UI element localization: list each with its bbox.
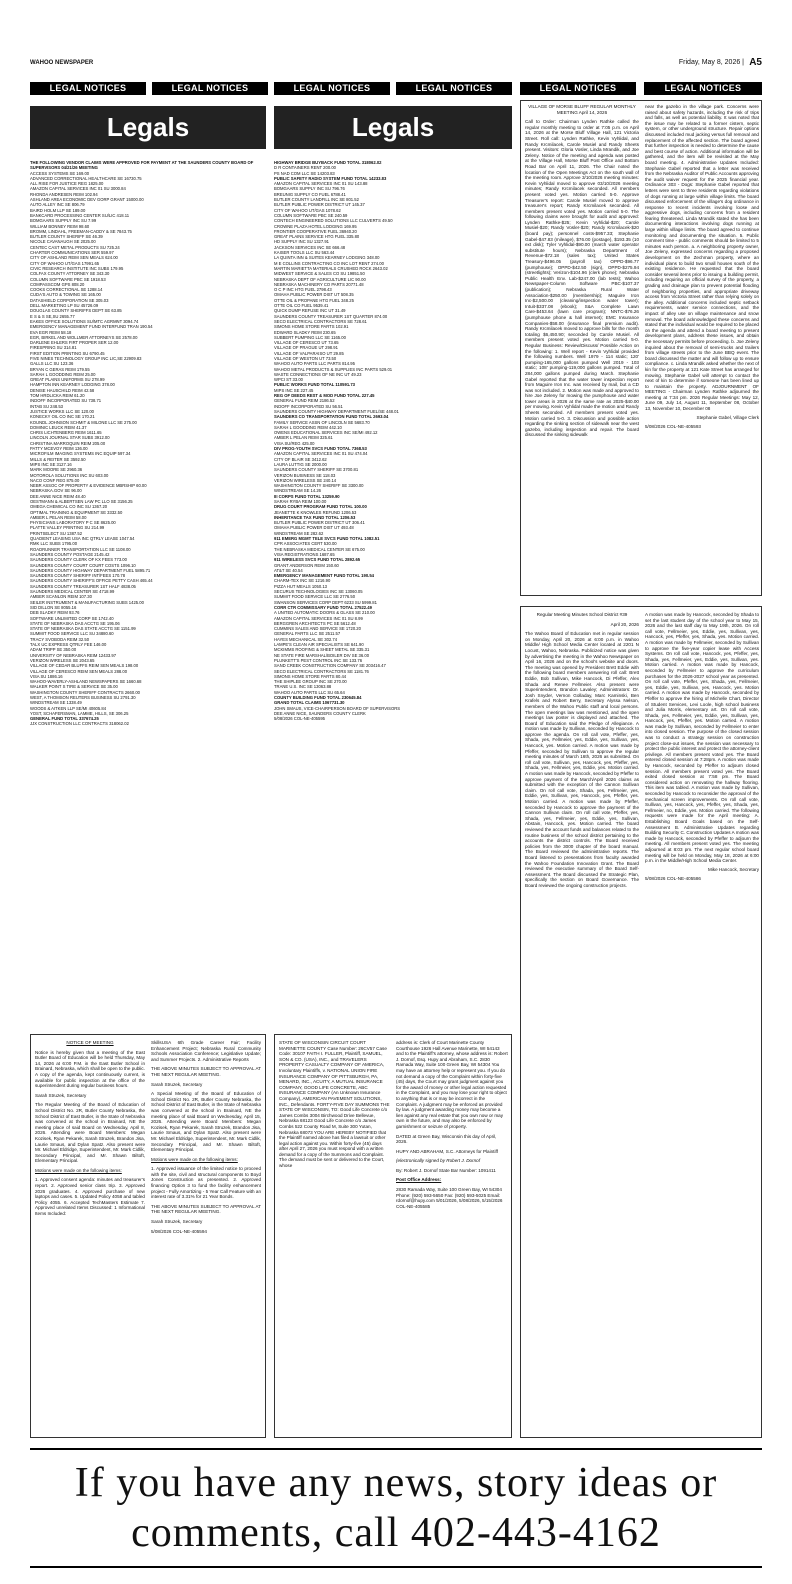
claim-line: SARAH L GOODDING REIM 442.10 xyxy=(274,424,342,430)
claim-line: DRUG COURT PROGRAM FUND TOTAL 100.00 xyxy=(274,504,367,510)
claim-line: GENERAL PARTS LLC SE 2511.57 xyxy=(274,631,341,637)
claim-line: SIMONS HOME STORE PARTS 80.44 xyxy=(274,673,347,679)
claim-line: WPCI ST 33.00 xyxy=(274,377,304,383)
claim-line: III CORPS FUND TOTAL 13259.90 xyxy=(274,493,340,499)
claim-line: MARK MOORE SE 2960.36 xyxy=(30,467,83,473)
village-minutes-text: near the gazebo in the village park. Concerns were raised about safety hazards, including the risk of trips and falls, as well as potential liability. It was noted that the issue may be related to a former cistern, septic system, or other underground structure. Repair options discussed included mud jacking versus full removal and replacement of the affected section. The board agreed that further inspection is needed to determine the cause and best course of action. Additional information will be gathered, and the item will be revisited at the May board meeting. 4. Administrative Updates Included: Stephanie Gabel reported that a letter was received from the Nebraska Auditor of Public Accounts approving the audit waiver request for the 2025 financial year. Ordinance 303 - Dogs: Stephanie Gabel reported that letters were sent to three residents regarding violations of dogs running at large within village limits. The board discussed enforcement of the village's dog ordinance in response to recent incidents involving loose and aggressive dogs, including concerns from a resident fearing threatened. Linda Mrandik stated she has been documenting interactions involving dogs running at large within village limits. The board agreed to continue monitoring and documenting the situation. 5. Public comment time - public comments should be limited to 5 minutes each person. a. A neighboring property owner, Joe Zeleny, expressed concerns regarding a proposed development on the Zechman property, where an individual plans to build two small houses south of the existing residence. He requested that the board consider several items prior to issuing a building permit, including requiring an official survey of the property, a grading and drainage plan to prevent potential flooding of neighboring properties, and appropriate driveway access from Victoria Street rather than relying solely on the alley. Additional concerns included septic setback requirements, water service connections, and the impact of alley use on village maintenance and snow removal. The board acknowledged these concerns and stated that the individual would be required to be placed on the agenda and attend a board meeting to present development plans, address these issues, and obtain the necessary permits before proceeding. b. Joe Zeleny inquired about the removal of semi-trucks and trailers from village streets prior to the June BBQ event. The board discussed the matter and will follow up to ensure compliance. c. Linda Mrandik asked whether the next of kin for the property at 121 Kate Street has arranged for mowing. Stephanie Gabel will attempt to contact the next of kin to determine if someone has been lined up to maintain the property. ADJOURNMENT OF MEETING - Chairman Lynden Rathke adjourned the meeting at 7:34 pm. 2026 Regular Meetings: May 12, June 09, July 14, August 11, September 08, October 13, November 10, December 08 xyxy=(645,104,759,412)
claim-line: WINDSTREAM SE 282.62 xyxy=(274,530,324,536)
claim-line: PATTY MCEVOY REIM 136.00 xyxy=(30,446,88,452)
claim-line: MIPS INC SE 3127.16 xyxy=(30,461,72,467)
post-office-address: 2830 Ramada Way, Suite 100 Green Bay, WI 54304 Phone: (920) 593-5650 Fax: (920) 593-5025 Email: rdornof@hupy.com 5/01/2026, 5/08/2026, 5/15/2026 COL-NE-405585 xyxy=(396,1187,503,1209)
claim-line: PLUNKETT'S PEST CONTROL INC SE 133.76 xyxy=(274,657,363,663)
claim-line: SECO ELECTRICAL CONTRACTORS SE 728.61 xyxy=(274,318,367,324)
claim-line: BUTLER PUBLIC POWER DISTRICT UT 306.41 xyxy=(274,520,365,526)
claim-line: CORR CTR COMMISSARY FUND TOTAL 27522.49 xyxy=(274,604,372,610)
claim-line: PUBLIC SAFETY RADIO SYSTEM FUND TOTAL 14233.83 xyxy=(274,175,387,181)
legals-banner: Legals xyxy=(30,106,266,149)
claim-line: CHRIS LICHTENBERG REIM 1611.65 xyxy=(30,430,102,436)
claim-line: JACKSON SERVICES INC SE 666.48 xyxy=(274,244,346,250)
claim-line: MILLS & REITER SE 3592.50 xyxy=(30,456,86,462)
claim-line: SWANSON SERVICES CORP DEPT 6233 SU 5999.81 xyxy=(274,599,377,605)
claim-line: ACCESS SYSTEMS SE 169.00 xyxy=(30,170,90,176)
claim-line: WINDSTREAM SE 14.26 xyxy=(274,488,322,494)
claim-line: SARAH RYBA REIM 100.00 xyxy=(274,499,327,504)
claim-line: MIDWEST SERVICE & SALES CO SU 19851.50 xyxy=(274,271,365,277)
claim-line: WEST, A THOMSON REUTERS BUSINESS SU 2791.30 xyxy=(30,694,136,700)
claim-line: BUTLER COUNTY LANDFILL INC SE 801.52 xyxy=(274,197,359,203)
claim-line: BERGGREN ARCHITECTS PC SE 5612.48 xyxy=(274,620,356,626)
claim-line: JJX CONSTRUCTION LLC CONTRACTS 318062.02 xyxy=(30,721,129,727)
claim-line: BANKCARD PROCESSING CENTER SU/LIC 418.11 xyxy=(30,212,130,218)
claim-line: KOUNDL JOHNSON SCHMIT & MILONE LLC SE 275.00 xyxy=(30,419,137,425)
claim-line: OPTIMAL TRAINING & EQUIPMENT SE 3332.50 xyxy=(30,509,123,515)
claim-line: BRYAN C GERAS REIM 179.55 xyxy=(30,366,90,372)
claim-line: BAIRD HOLM LLP SE 189.00 xyxy=(30,207,86,213)
claim-line: ADAM TRIPP SE 350.00 xyxy=(30,647,77,653)
notice-code: 5/08/2026 COL-NE-405594 xyxy=(151,1228,207,1234)
claim-line: GRAND TOTAL CLAIMS 1067731.30 xyxy=(274,700,345,706)
legal-notices-bar: LEGAL NOTICES xyxy=(30,82,146,95)
legal-notices-bar: LEGAL NOTICES xyxy=(152,82,268,95)
claim-line: SAUNDERS COUNTY HIGHWAY DEPARTMENT FUEL/SE 448.01 xyxy=(274,408,399,414)
claim-line: WAHOO AUTO PARTS LLC SU 65.64 xyxy=(274,689,345,695)
claim-line: VERIZON WIRELESS SE 2043.65 xyxy=(30,657,95,663)
claim-line: AUTO ALLEY INC SE 806.79 xyxy=(30,202,85,208)
claim-line: AMAZON CAPITAL SERVICES INC 01 SU 8.99 xyxy=(274,615,363,621)
claim-line: CPR ASSOCIATES CERT 530.00 xyxy=(274,541,337,547)
newspaper-name: WAHOO NEWSPAPER xyxy=(30,60,94,66)
claim-line: INHERITANCE TAX FUND TOTAL 1206.53 xyxy=(274,514,356,520)
claim-line: NICOLE CAVANAUGH SE 2025.00 xyxy=(30,239,96,245)
claim-line: CITY OF WAHOO UT/GAS 1078.62 xyxy=(274,207,341,213)
claim-line: PRINTSELECT SU 1387.52 xyxy=(30,530,83,536)
claim-line: CONTECH ENGINEERED SOLUTIONS LLC CULVERTS 49.50 xyxy=(274,218,393,224)
claim-line: DEE ANNE NICE REIM 48.40 xyxy=(30,493,86,499)
claim-line: FIRST EDITION PRINTING SU 6790.45 xyxy=(30,350,105,356)
claim-line: WAHOO AUTO PARTS LLC PARTS 814.95 xyxy=(274,361,355,367)
claim-line: TOM HRDLICKA REIM 61.20 xyxy=(30,393,85,399)
claim-line: SAUNDERS CO TRANSPORTATION FUND TOTAL 2693.04 xyxy=(274,414,389,420)
claim-line: OTTE OIL CO FUEL 9539.41 xyxy=(274,303,329,309)
claim-line: CIVIC RESEARCH INSTITUTE INC SUBS 179.95 xyxy=(30,265,124,271)
claim-line: BUTLER COUNTY SHERIFF SE 46.39 xyxy=(30,234,103,240)
claim-line: OMAHA PUBLIC POWER DIST UT 493.48 xyxy=(274,525,354,531)
summons-text: STATE OF WISCONSIN CIRCUIT COURT MARINETTE COUNTY Case Number: 26CV57 Case Code: 30107 FAITH I. FULLER, Plaintiff, SAMUEL, SON & CO. (USA), INC., and TRAVELERS PROPERTY CASUALTY COMPANY OF AMERICA, Involuntary Plaintiffs, v. NATIONAL UNION FIRE INSURANCE COMPANY OF PITTSBURGH, PA, MENARD, INC., ACUITY, A MUTUAL INSURANCE COMPANY, GOOD LIFE CONCRETE, ABC INSURANCE COMPANY (An Unknown Insurance Company), AMERICAN PAVEMENT SOLUTIONS, INC., Defendants. FORTY-FIVE DAY SUMMONS THE STATE OF WISCONSIN, TO: Good Life Concrete c/o James Combs 3004 Birchwood Drive Bellevue, Nebraska 68123 Good Life Concrete c/o James Combs 522 County Road M, Suite 300 Yutan, Nebraska 68073 YOU ARE HEREBY NOTIFIED that the Plaintiff named above has filed a lawsuit or other legal action against you. Within forty-five (45) days after April 27, 2026 you must respond with a written demand for a copy of the Summons and Complaint. The demand must be sent or delivered to the Court, whose xyxy=(279,1040,390,1169)
claim-line: MCKIMMS ROOFING & SHEET METAL SE 335.31 xyxy=(274,647,370,653)
claims-list xyxy=(274,160,512,721)
claim-line: FIVE NINES TECHNOLOGY GROUP INC LIC,SE 22909.83 xyxy=(30,355,142,361)
claim-line: NE STATE FIRE MARSHAL/BOILER DIV SE 36.00 xyxy=(274,652,370,658)
claim-line: NEBRASKA MACHINERY CO PARTS 20771.48 xyxy=(274,281,364,287)
claim-line: RHONDA ANDRESEN REIM 102.94 xyxy=(30,191,98,197)
claim-line: INTAB SU 248.53 xyxy=(30,403,63,409)
meeting-notice-signature: Sarah Struzek, Secretary xyxy=(35,1092,87,1098)
claim-line: DARLENE EHLERS FIRT PROPER SER 12.00 xyxy=(30,340,119,346)
secretary-signature: Sarah Struzek, Secretary xyxy=(151,1219,203,1225)
claim-line: COLFAX COUNTY ATTORNEY SE 343.30 xyxy=(30,271,110,277)
claim-line: NEBR ASSOC OF PROPERTY & EVIDENCE MBRSHIP 60.00 xyxy=(30,483,147,489)
claim-line: MICROFILM IMAGING SYSTEMS INC EQUIP 597.34 xyxy=(30,451,131,457)
claim-line: WAHOO METAL PRODUCTS & SUPPLIES INC PARTS 529.01 xyxy=(274,366,393,372)
claims-header: THE FOLLOWING VENDOR CLAIMS WERE APPROVED FOR PAYMENT AT THE SAUNDERS COUNTY BOARD OF SUPERVISORS 04/21/26 MEETING xyxy=(30,160,254,171)
claim-line: JUSTICE WORKS LLC SE 120.00 xyxy=(30,408,94,414)
village-minutes-col2 xyxy=(645,104,759,592)
secretary-signature: Sarah Struzek, Secretary xyxy=(151,1081,203,1087)
claim-line: INDOFF INCORPORATED SU 56.51 xyxy=(274,403,343,409)
claim-line: PIZZA HUT MEALS 1050.13 xyxy=(274,583,327,589)
school-minutes-title: Regular Meeting Minutes School District #39 xyxy=(536,612,628,617)
legal-notices-bar: LEGAL NOTICES xyxy=(644,82,762,95)
ad-line-2: comments, call 402-443-4162 xyxy=(131,1510,661,1556)
approval-note: THE ABOVE MINUTES SUBJECT TO APPROVAL AT THE NEXT REGULAR MEETING. xyxy=(151,1066,261,1077)
legal-notices-bar: LEGAL NOTICES xyxy=(520,82,636,95)
claim-line: AMBER SCANLON REIM 107.30 xyxy=(30,594,92,600)
village-notice-code: 5/08/2026 COL-NE-405593 xyxy=(645,424,701,430)
special-meeting-minutes: A Special Meeting of the Board of Education of School District No. 2R, Butler County Nebraska, the School District of East Butler, in the State of Nebraska was convened at the school in Brainard, NE the meeting place of said Board on Wednesday, April 15, 2026. Attending were Board Members: Megan Kozisek, Ryan Pekarek, Sarah Struzek, Brandon Jisa, Laurie Smaus, and Dylan Spatz. Also present were Mr. Michael Eldridge, Superintendent, Mr. Mark Cidlik, Secondary Principal, and Mr. Shawn Biltoft, Elementary Principal. xyxy=(151,1091,261,1153)
claim-line: SUMMIT FOOD SERVICE LLC SE 2776.50 xyxy=(274,594,356,600)
claim-line: BREUNIG SUPPLY CO FUEL 6788.41 xyxy=(274,191,346,197)
court-summons-col1 xyxy=(279,1040,391,1434)
claim-line: NEBRASKA.GOV SE 96.00 xyxy=(30,488,82,494)
claim-line: ASHLAND AREA ECONOMIC DEV GORP GRANT 15000.00 xyxy=(30,197,144,203)
claim-line: WAHOO-WAVERLY-ASHLAND NEWSPAPERS SE 1660.68 xyxy=(30,679,142,685)
claim-line: A UNITED AUTOMATIC DOORS & GLASS SE 210.00 xyxy=(274,610,375,616)
claim-line: VERIZON BUSINESS SE 118.03 xyxy=(274,472,336,478)
claim-line: OWENS EDUCATIONAL SERVICES INC SE/MI 492.12 xyxy=(274,430,378,436)
claim-line: ROADRUNNER TRANSPORTATION LLC SE 1108.00 xyxy=(30,546,131,552)
school-minutes-text: The Wahoo Board of Education met in regular session on Monday, April 20, 2026 at 6:00 p.m. in Wahoo Middle/ High School Media Center located at 2201 N Locust, Wahoo, Nebraska. Publicized notice was given by advertising the meeting in the Wahoo Newspaper on April 16, 2026 and on the school's website and doors. The meeting was opened by President Brett Eddie with the following board members answering roll call: Brett Eddie, Bob Sullivan, Mike Hancock, Di Pfeffer, Alex Shada and Renee Fellmeier. Also present were Superintendent, Brandon Lavaley; Administrators: Dr. Josh Snyder, Vernon Golladay, Marc Kaminski, Ben Krafels and Robert Berry, Secretary Alyssa Nelson, members of the Wahoo Public staff and local persons. The open meetings law was mentioned, and the open meetings law poster is displayed and attached. The Board of Education said the Pledge of Allegiance. A motion was made by Sullivan, seconded by Hancock to approve the agenda. On roll call vote, Pfeffer, yes, Shada, yes, Fellmeier, yes, Eddie, yes, Sullivan, yes, Hancock, yes. Motion carried. A motion was made by Pfeffer, seconded by Sullivan to approve the regular meeting minutes of March 16th, 2026 as submitted. On roll call vote, Sullivan, yes, Hancock, yes, Pfeffer, yes, Shada, yes, Fellmeier, yes, Eddie, yes. Motion carried. A motion was made by Hancock, seconded by Pfeffer to approve payment of the March/April 2026 claims as submitted with the exception of the Cannon Sullivan claim. On roll call vote, Shada, yes, Fellmeier, yes, Eddie, yes, Sullivan, yes, Hancock, yes, Pfeffer, yes. Motion carried. A motion was made by Pfeffer, seconded by Hancock to approve the payment of the Cannon Sullivan claim. On roll call vote, Pfeffer, yes, Shada, yes, Fellmeier, yes, Eddie, yes, Sullivan, Abstain, Hancock, yes. Motion carried. The board reviewed the account funds and balances related to the routine business of the school district pertaining to the accounts the district controls. The Board received policies from the 3000 chapter of the board manual. The Board reviewed the administrative reports. The Board listened to presentations from faculty awarded the Wahoo Foundation Innovation Grant. The Board reviewed the executive summary of the Board Self-Assessment. The Board discussed the Strategic Plan, specifically the section on Board Governance. The Board reviewed the ongoing construction projects. xyxy=(525,631,639,888)
claim-line: E S & S SE,SU 2655.77 xyxy=(30,313,75,319)
claim-line: AT&T SE 40.54 xyxy=(274,567,303,573)
claim-line: EAKES OFFICE SOLUTIONS SU/MTC AGRMNT 3094.74 xyxy=(30,318,139,324)
claim-line: STATE OF NEBRASKA DAS STATE ACCTG SE 1151.99 xyxy=(30,626,136,632)
claim-line: SECO ELECTRICAL CONTRACTORS SE 1181.76 xyxy=(274,668,369,674)
claim-line: SAUNDERS COUNTY COURT COURT COSTS 1096.10 xyxy=(30,562,136,568)
village-minutes-text: Call to Order: Chairman Lynden Rathke called the regular monthly meeting to order at 7:05 p.m. on April 14, 2026 at the Morse Bluff Village Hall, 121 Victoria Street. Roll call: Lynden Rathke, Kevin Vyhlidal, and Randy Krcmilacek, Carole Musiel and Randy Sheets present. Visitors: Gloria Vosler, Linda Mrandik, and Joe Zeleny. Notice of the meeting and agenda was posted at the Village Hall, Morse Bluff Post Office and Bottom Road Bar on April 11, 2026. The Chair noted the location of the Open Meetings Act on the south wall of the meeting room. Approve 3/10/2026 meeting minutes: Kevin Vyhlidal moved to approve 03/10/2026 meeting minutes; Randy Krcmilacek seconded. All members present voted yes. Motion carried 5-0. Approve Treasurer's report: Carole Musiel moved to approve treasurer's report; Randy Krcmilacek seconded. All members present voted yes. Motion carried 5-0. The following claims were brought for audit and approved: Lynden Rathke-$25; Kevin Vyhlidal-$20; Carole Musiel-$20; Randy Vosler-$20; Randy Krcmilacek-$20 (board pay); personnel costs-$957.33; Stephanie Gabel-$47.83 (mileage), $76.00 (postage), $193.35 (10 ext disk); Tyler Vyhlidal-$90.00 (march water operator substitute hours); Nebraska Department of Revenue-$72.18 (sales tax); United States Treasury-$496.05 (payroll tax) OPPD-$96.77 (pumphouse); OPPD-$42.50 (sign), OPPD-$275.94 (streetlights); Verizon-$104.96 (clerk phone); Nebraska Public Health Env. Lab-$247.00 (lab tests); Wahoo Newspaper-Column Software PBC-$107.37 (publication); Nebraska Rural Water Association-$250.00 (membership); Maguire Iron Inc-$2,500.00 (cleaning/inspection water tower); Intuit-$337.08 (ebook); S&A Complete Lawn Care-$453.64 (lawn care program); NNTC-$76.26 (pumphouse phone & hall internet); EMC Insurance Companies-$58.00 (insurance final premium audit). Randy Krcmilacek moved to approve bills for the month totaling $6,450.90; seconded by Carole Musiel. All members present voted yes. Motion carried 5-0. Regular Business: Review/Discuss/ Possible Action on the following: 1. Well report - Kevin Vyhlidal provided the following numbers. Well 1979 - 114 static; 120' pumping-165,000 gallons pumped Well 2019 - 103 static; 108' pumping-119,000 gallons pumped. Total of 284,000 gallons pumped during March. Stephanie Gabel reported that the water tower inspection report from Maguire Iron Inc. was received by mail, but a CD was not included. 2. Motion was made and approved to hire Joe Zeleny for mowing the pumphouse and water tower areas in 2026 at the same rate as 2025-$40.00 per mowing. Kevin Vyhlidal made the motion and Randy Sheets seconded. All members present voted yes. Motion carried 5-0. 3. Discussion and possible action regarding the sinking section of sidewalk near the west gazebo, including inspection and repair. The board discussed the sinking sidewalk xyxy=(525,119,639,438)
page-number: A5 xyxy=(749,57,762,68)
claim-line: SAUNDERS COUNTY SHERIFF INT/FEES 170.78 xyxy=(30,573,126,579)
claim-line: SAUNDERS COUNTY HIGHWAY DEPARTMENT FUEL 5895.71 xyxy=(30,567,151,573)
claim-line: DENISE HAUSCHILD REIM 42.58 xyxy=(30,387,95,393)
claim-line: KONECKY OIL CO INC SE 170.21 xyxy=(30,414,95,420)
approval-note: THE ABOVE MINUTES SUBJECT TO APPROVAL AT THE NEXT REGULAR MEETING. xyxy=(151,1203,261,1215)
claim-line: HAYES MECHANICAL SE 302.74 xyxy=(274,636,338,642)
court-summons-col2 xyxy=(396,1040,508,1434)
legals-banner: Legals xyxy=(274,106,512,149)
claim-line: JOHN SMAUS, VICE-CHAIRPERSON BOARD OF SUPERVISORS xyxy=(274,705,401,711)
masthead xyxy=(30,56,762,74)
claim-line: JEANETTE K KNOWLES REFUND 1206.53 xyxy=(274,509,357,515)
claim-line: OMAHA PUBLIC POWER DIST UT 508.35 xyxy=(274,292,354,298)
claim-line: SAUNDERS COUNTY TREASURER 1ST HALF 4838.05 xyxy=(30,583,136,589)
claim-line: VERIZON WIRELESS SE 240.14 xyxy=(274,477,337,483)
claim-line: SAUNDERS COUNTY CLERK OF KX FEES 773.00 xyxy=(30,557,127,563)
claim-line: ADVANCED CORRECTIONAL HEALTHCARE SE 16730.75 xyxy=(30,175,142,181)
vendor-claims-column-1 xyxy=(30,160,266,727)
dated-line: DATED at Green Bay, Wisconsin this day of April, 2026. xyxy=(396,1133,497,1145)
claim-line: SECURUS TECHNOLOGIES INC SE 13060.05 xyxy=(274,589,363,595)
claim-line: HAMPTON INN KEARNEY LODGING 378.00 xyxy=(30,382,115,388)
claim-line: SUMMIT FOOD SERVICE LLC SU 34880.60 xyxy=(30,631,114,637)
claim-line: WASTE CONNECTIONS OF NE INC UT 49.23 xyxy=(274,371,362,377)
school-minutes-date: April 20, 2026 xyxy=(610,621,639,627)
claim-line: THE SHIPLEE GROUP INC SE 270.00 xyxy=(274,679,347,685)
claim-line: AMAZON CAPITAL SERVICES INC 01 SU 3000.84 xyxy=(30,186,126,192)
claim-line: HIGHWAY BRIDGE BUYBACK FUND TOTAL 318062.02 xyxy=(274,160,382,165)
claim-line: SARAH L GOODDING REIM 25.00 xyxy=(30,371,96,377)
claim-line: MIPS INC SE 227.45 xyxy=(274,387,314,393)
claim-line: CROWNE PLAZA HOTEL LODGING 169.95 xyxy=(274,223,357,229)
claim-line: OMEGA CHEMICAL CO INC SU 1367.20 xyxy=(30,504,108,510)
school-minutes-text: A motion was made by Hancock, seconded by Shada to set the last student day of the school year to May 15, 2026 and the last staff day to May 19th, 2026. On roll call vote, Fellmeier, yes, Eddie, yes, Sullivan, yes, Hancock, yes, Pfeffer, yes, Shada, yes. Motion carried. A motion was made by Fellmeier, seconded by Sullivan to approve the five-year copier lease with Access Systems. On roll call vote, Hancock, yes, Pfeffer, yes, Shada, yes, Fellmeier, yes, Eddie, yes, Sullivan, yes. Motion carried. A motion was made by Hancock, seconded by Fellmeier to approve the curriculum purchases for the 2026-2027 school year as presented. On roll call vote, Pfeffer, yes, Shada, yes, Fellmeier, yes, Eddie, yes, Sullivan, yes, Hancock, yes. Motion carried. A motion was made by Hancock, seconded by Pfeffer to approve the hiring of Michelle Chart, Director of Student Services, Levi Loole, high school business and Julia Morris, elementary art. On roll call vote, Shada, yes, Fellmeier, yes, Eddie, yes, Sullivan, yes, Hancock, yes, Pfeffer, yes. Motion carried. A motion was made by Sullivan, seconded by Fellmeier to enter into closed session. The purpose of the closed session was to conduct a strategy session on construction project close-out issues, the session was necessary to protect the public interest and protect the attorney-client privilege. All members present voted yes. The Board entered closed session at 7:28pm. A motion was made by Hancock, seconded by Pfeffer to adjourn closed session. All members present voted yes. The Board exited closed session at 7:58 pm. The Board considered action on renovating the hallway flooring. This item was tabled. A motion was made by Sullivan, seconded by Hancock to reconsider the approval of the mechanical screen improvements. On roll call vote, Sullivan, yes, Hancock, yes, Pfeffer, yes, Shada, yes, Fellmeier, no, Eddie, yes. Motion carried. The following requests were made for the April meeting: A. Establishing Board Goals based on the Self-Assessment B. Administrative Updates regarding Building Security C. Construction Updates A motion was made by Hancock, seconded by Pfeffer to adjourn the meeting. All members present voted yes. The meeting adjourned at 8:03 pm. The next regular school board meeting will be held on Monday, May 18, 2026 at 6:00 p.m. in the Middle/High School Media Center. xyxy=(645,612,759,864)
claim-line: D R CONTAINERS RENT 200.00 xyxy=(274,165,336,171)
claim-line: MARTIN MARIETTA MATERIALS CRUSHED ROCK 2643.02 xyxy=(274,265,388,271)
claim-line: SAUNDERS COUNTY SHERIFF'S OFFICE PETTY CASH 465.44 xyxy=(30,578,153,584)
claim-line: EVA EGR REIM 58.18 xyxy=(30,329,72,335)
claim-line: REG OF DEEDS REST & MOD FUND TOTAL 227.45 xyxy=(274,393,375,399)
claim-line: BOMGAARS SUPPLY INC SU 796.76 xyxy=(274,186,345,192)
claim-line: OTTE OIL & PROPANE HTG FUEL 348.25 xyxy=(274,297,354,303)
claim-line: DATASHIELD CORPORATION SE 305.03 xyxy=(30,297,109,303)
claim-line: VILLAGE OF CERESCO UT 73.65 xyxy=(274,340,339,346)
claim-line: SIMONS HOME STORE PARTS 102.91 xyxy=(274,324,349,330)
school-notice-code: 5/08/2026 COL-NE-405586 xyxy=(645,876,701,882)
claim-line: GALLS LLC SU 123.36 xyxy=(30,361,74,367)
claim-line: WASHINGTON COUNTY SHERIFF CONTRACTS 2660.00 xyxy=(30,689,140,695)
claim-line: SUBBERT PUMPING LLC SE 1165.00 xyxy=(274,334,346,340)
claim-line: WILLIAM BONNEY REIM 98.60 xyxy=(30,223,90,229)
claim-line: VILLAGE OF CERESCO REIM SEN MEALS 288.00 xyxy=(30,668,128,674)
claim-line: O C P INC HTG FUEL 2798.43 xyxy=(274,287,332,293)
claim-line: SID DILLON SE 8055.16 xyxy=(30,604,77,610)
claim-line: AMBER L PELAN REIM 325.61 xyxy=(274,435,333,441)
claim-line: TRANE U.S. INC SE 13063.88 xyxy=(274,684,332,690)
claim-line: PS NAD COM LLC SE 14203.83 xyxy=(274,170,335,176)
claim-line: AMBER L PELAN REIM 58.00 xyxy=(30,514,87,520)
village-minutes-title: VILLAGE OF MORSE BLUFF REGULAR MONTHLY MEETING April 14, 2026 xyxy=(528,104,636,115)
claim-line: SOFTWARE UNLIMITED CORP SE 1742.40 xyxy=(30,615,114,621)
claim-line: VISA SU 1886.16 xyxy=(30,673,63,679)
meeting-notice-text: Notice is hereby given that a meeting of the East Butler Board of Education will be held Thursday, May 14, 2026 at 6:00 P.M. in the East Butler School in Brainard, Nebraska, which shall be open to the public. A copy of the agenda, kept continuously current, is available for public inspection at the office of the superintendent during regular business hours. xyxy=(35,1049,145,1089)
claim-line: QUICK DUMP REFUSE INC UT 31.49 xyxy=(274,308,346,314)
claim-line: MOTOROLA SOLUTIONS INC SU 603.00 xyxy=(30,472,109,478)
claim-line: EMERGENCY MANAGEMENT FUND TOTAL 190.54 xyxy=(274,573,374,579)
motions-list: 1. Approved issuance of the limited notice to proceed with the site, civil and structural components to Boyd Jones Construction as presented. 2. Approved financing Option 3 to fund the facility enhancement project - Fully Amortizing - 5 Year Call Feature with an interest rate of 3.31% for 21 Year Bonds. xyxy=(151,1166,261,1200)
claim-line: PLATTE VALLEY PRINTING SU 214.99 xyxy=(30,525,105,531)
news-tip-ad xyxy=(30,1448,762,1568)
post-office-heading: Post Office Address: xyxy=(396,1177,442,1183)
legal-notices-bar: LEGAL NOTICES xyxy=(274,82,390,95)
claim-line: AMAZON CAPITAL SERVICES INC 01 SU 143.88 xyxy=(274,181,368,187)
claim-line: FIRESPRING SU 314.81 xyxy=(30,345,77,351)
claim-line: GREAT PLAINS SERVICE HTG FUEL 335.80 xyxy=(274,234,360,240)
claim-line: DIV PROG-YOUTH SVCS FUND TOTAL 7368.53 xyxy=(274,446,367,452)
claim-line: CITY OF ASHLAND REIM SEN MEALS 624.00 xyxy=(30,255,118,261)
legal-notices-bar: LEGAL NOTICES xyxy=(396,82,512,95)
claim-line: COUNTY BUILDING FUND TOTAL 230645.84 xyxy=(274,694,362,700)
motions-heading: Motions were made on the following items: xyxy=(151,1156,238,1162)
claim-line: CITY OF BLAIR SE 3412.62 xyxy=(274,456,327,462)
claim-line: DELL MARKETING LP SU 45726.09 xyxy=(30,303,99,309)
school-minutes-col2 xyxy=(645,612,759,1432)
claim-line: CHARTER COMMUNICATIONS SER 559.97 xyxy=(30,250,114,256)
claim-line: SAND CREEK CONSTRUCTION COMPANY SE 203416.47 xyxy=(274,663,386,669)
claim-line: TALX UC EXPRESS QTRLY FEE 146.00 xyxy=(30,642,107,648)
claim-line: CUDA'S AUTO & TOWING SE 165.00 xyxy=(30,292,101,298)
claim-line: PHYSICIANS LABORATORY P C SE 8625.00 xyxy=(30,520,116,526)
claim-line: DOUGLAS COUNTY SHERIFFS DEPT SE 63.85 xyxy=(30,308,122,314)
claim-line: COOKS CORRECTIONAL SE 1288.14 xyxy=(30,287,103,293)
claim-line: COLUMN SOFTWARE PBC SE 1918.53 xyxy=(30,276,106,282)
claim-line: BROMM, LINDAHL, FREEMAN-CADDY & SE 7843.75 xyxy=(30,228,132,234)
claim-line: SAUNDERS COUNTY SHERIFF SE 3700.81 xyxy=(274,467,359,473)
claim-line: 911 WIRELESS SVCS FUND TOTAL 2892.65 xyxy=(274,557,361,563)
attorney-signature: By: Robert J. Dornof State Bar Number: 1091411 xyxy=(396,1167,496,1173)
claim-line: COLUMN SOFTWARE PBC SE 240.59 xyxy=(274,212,348,218)
claim-line: BOMGAARS SUPPLY INC SU 7.99 xyxy=(30,218,97,224)
summons-text: address is: Clerk of Court Marinette County Courthouse 1926 Hall Avenue Marinette, WI 54143 and to the Plaintiff's attorney, whose address is: Robert J. Dornof, Esq. Hupy and Abraham, S.C. 2830 Ramada Way, Suite 100 Green Bay, WI 54304 You may have an attorney help or represent you. If you do not demand a copy of the Complaint within forty-five (45) days, the Court may grant judgment against you for the award of money or other legal action requested in the Complaint, and you may lose your right to object to anything that is or may be incorrect in the Complaint. A judgment may be enforced as provided by law. A judgment awarding money may become a lien against any real estate that you own now or may own in the future, and may also be enforced by garnishment or seizure of property. xyxy=(396,1040,508,1129)
claim-line: FAMILY SERVICE ASSN OF LINCOLN SE 5683.70 xyxy=(274,419,370,425)
claim-line: VILLAGE OF WESTON UT 73.50 xyxy=(274,355,337,361)
claim-line: OESTMANN & ALBERTSEN LAW PC LLO SE 3156.25 xyxy=(30,499,133,504)
claim-line: COMPASSCOM GPS 808.20 xyxy=(30,281,85,287)
claim-line: WOODS & AITKEN LLP SE/MI 40605.84 xyxy=(30,705,107,711)
claim-line: M E COLLINS CONTRACTING CO INC LOT RENT 274.00 xyxy=(274,260,384,266)
claim-line: LINCOLN JOURNAL STAR SUBS 3912.00 xyxy=(30,435,110,441)
claim-line: LAMPE'S CLEAN AIR SPECIALISTS SE 641.90 xyxy=(274,642,364,648)
ad-line-1: If you have any news, story ideas or xyxy=(74,1460,718,1506)
claim-line: NEBRASKA DEPT OF AGRICULTURE LIC 90.00 xyxy=(274,276,366,282)
claim-line: VILLAGE OF PRAGUE UT 298.91 xyxy=(274,345,338,351)
claim-line: WASHINGTON COUNTY SHERIFF SE 3300.00 xyxy=(274,483,364,489)
claim-line: VILLAGE OF VALPARAISO UT 29.85 xyxy=(274,350,344,356)
vendor-claims-column-2 xyxy=(274,160,512,722)
claim-line: VISA SU/REG 425.00 xyxy=(274,440,315,446)
claim-line: WALKER POINT S TIRE & SERVICE SE 35.00 xyxy=(30,684,118,690)
school-secretary-signature: Mike Hancock, Secretary xyxy=(707,866,759,872)
claim-line: SEILER INSTRUMENT & MANUFACTURING SUBS 1425.00 xyxy=(30,599,144,605)
motions-list: 1. Approved consent agenda: minutes and treasurer's report. 2. Approved senior class trip. 3. Approved 2026 graduates. 4. Approved purchase of new laptops and cases. 5. Updated Policy 4058 and tabled Policy 4055. 6. Accepted TechMasters Estimate 7. Approved unrelated Items Discussed: 1 Informational Items Included: xyxy=(35,1177,145,1217)
claim-line: THE NEBRASKA MEDICAL CENTER SE 675.00 xyxy=(274,546,365,552)
claim-line: CITY OF WAHOO UT/GAS 17991.65 xyxy=(30,260,100,266)
motions-heading: Motions were made on the following items: xyxy=(35,1167,122,1173)
claim-line: DOMINIC LEUCK REIM 41.37 xyxy=(30,424,87,430)
claim-line: PUBLIC WORKS FUND TOTAL 110591.73 xyxy=(274,382,355,388)
village-clerk-signature: Stephanie Gabel, Village Clerk xyxy=(696,414,759,420)
claim-line: WINDSTREAM SE 1338.49 xyxy=(30,700,82,706)
claim-line: NACO CONF REG 875.00 xyxy=(30,477,80,483)
claim-line: CHARM-TEX INC SE 1216.90 xyxy=(274,578,331,584)
claim-line: CUMMINS SALES AND SERVICE SE 1720.20 xyxy=(274,626,361,632)
claim-line: DEB SLADKY REIM 93.76 xyxy=(30,610,80,616)
claim-line: GREAT PLAINS UNIFORMS SU 278.99 xyxy=(30,377,105,383)
claim-line: QUADIENT LEASING USA INC QTRLY LEASE 1047.54 xyxy=(30,536,135,542)
meeting-notice-col1 xyxy=(35,1040,145,1434)
claim-line: STATE OF NEBRASKA DAS ACCTG SE 195.06 xyxy=(30,620,120,626)
claim-line: VILLAGE OF CEDAR BLUFFS REIM SEN MEALS 198.00 xyxy=(30,663,139,669)
claim-line: VISA REGISTRATIONS 1687.65 xyxy=(274,551,335,557)
claim-line: SAUNDERS MEDICAL CENTER SE 4718.99 xyxy=(30,589,115,595)
claim-line: ALL RISE FOR JUSTICE REG 1825.00 xyxy=(30,181,104,187)
claim-line: TRACY SVOBODA REIM 32.50 xyxy=(30,636,90,642)
claim-line: KAISER TOOLS LLC SU 563.44 xyxy=(274,250,335,256)
claim-line: SAUNDERS COUNTY TREASURER 1ST QUARTER 874.00 xyxy=(274,313,388,319)
claim-line: GENERAL FUND REIM 2186.52 xyxy=(274,398,335,404)
claim-line: GRANT ANDERSON REIM 150.60 xyxy=(274,562,339,568)
claim-line: BUTLER PUBLIC POWER DISTRICT UT 145.37 xyxy=(274,202,365,208)
claim-line: EDWARD SLADKY REIM 230.65 xyxy=(274,329,336,335)
meeting-notice-title: NOTICE OF MEETING xyxy=(66,1040,114,1045)
claim-line: 911 EMERG MGMT TELE SVCS FUND TOTAL 1082.51 xyxy=(274,536,380,542)
claim-line: GENERAL FUND TOTAL 337674.25 xyxy=(30,716,99,722)
claim-line: 5/08/2026 COL-NE-405595 xyxy=(274,716,325,722)
claim-line: CHRISTINA MARROQUIN REIM 205.00 xyxy=(30,440,106,446)
electronic-signature: (electronically signed by Robert J. Dornof xyxy=(396,1158,481,1164)
claim-line: EGR, BIRKEL AND WOLLMER ATTORNEYS SE 2578.00 xyxy=(30,334,138,340)
claim-line: FRONTIER COOPERATIVE FUEL 36940.20 xyxy=(274,228,357,234)
claim-line: SAUNDERS COUNTY POSTAGE 2145.42 xyxy=(30,551,110,557)
regular-meeting-minutes: The Regular Meeting of the Board of Education of School District No. 2R, Butler County Nebraska, the School District of East Butler, in the State of Nebraska was convened at the school in Brainard, NE the meeting place of said Board on Wednesday, April 8, 2026. Attending were Board Members: Megan Kozisek, Ryan Pekarek, Sarah Struzek, Brandon Jisa, Laurie Smaus, and Dylan Spatz. Also present were Mr. Michael Eldridge, Superintendent, Mr. Mark Cidlik, Secondary Principal, and Mr. Shawn Biltoft, Elementary Principal. xyxy=(35,1102,145,1164)
claim-line: HD SUPPLY INC SU 1327.91 xyxy=(274,239,330,245)
meeting-notice-col2 xyxy=(151,1040,261,1434)
claim-line: UNIVERSITY OF NEBRASKA REIM 12433.97 xyxy=(30,652,117,658)
school-minutes-col1 xyxy=(525,612,639,1432)
claim-line: LAURA LUTTIG SE 2000.00 xyxy=(274,461,327,467)
claim-line: RMK LLC SUBS 1795.00 xyxy=(30,541,78,547)
claim-line: DEE ANNE NICE, SAUNDERS COUNTY CLERK xyxy=(274,710,366,716)
informational-items: SkillsUSA 6th Grade Career Fair; Facility Enhancement Project; Nebraska Rural Community Schools Association Conference; Legislative Update; and Summer Projects. 2. Administrative Reports xyxy=(151,1040,261,1062)
claims-list xyxy=(30,171,266,727)
claim-line: EMERGENCY MANAGEMENT FUND INTERFUND TRAN 190.54 xyxy=(30,324,153,330)
claim-line: YOST, SCHAFERSMAN, LAMME, HILLS, SE 306.25 xyxy=(30,710,129,716)
village-minutes-col1 xyxy=(525,104,639,592)
claim-line: AMAZON CAPITAL SERVICES INC 01 SU 474.04 xyxy=(274,451,368,457)
law-firm: HUPY AND ABRAHAM, S.C. Attorneys for Plaintiff xyxy=(396,1148,498,1154)
claim-line: INDOFF INCORPORATED SU 738.71 xyxy=(30,398,102,404)
claim-line: CENTEC CAST METAL PRODUCTS SU 725.24 xyxy=(30,244,120,250)
issue-date: Friday, May 8, 2026 | xyxy=(678,59,744,66)
claim-line: LA QUINTA INN & SUITES KEARNEY LODGING 348.00 xyxy=(274,255,380,261)
